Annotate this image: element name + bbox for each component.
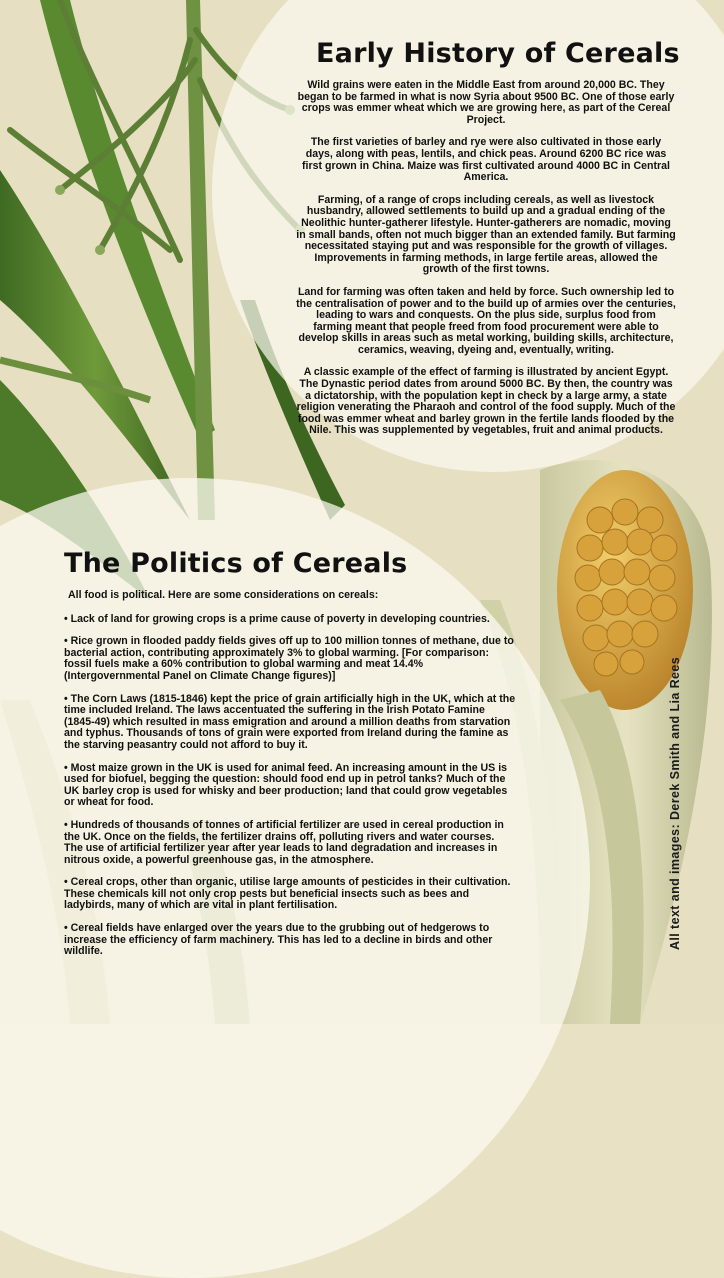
politics-title: The Politics of Cereals — [64, 548, 408, 579]
politics-intro: All food is political. Here are some considerations on cereals: — [68, 589, 379, 601]
politics-bullet: • Cereal crops, other than organic, utilise large amounts of pesticides in their cultivation. These chemicals kill not only crop pests but beneficial insects such as bees and ladybirds, many of which are vital in plant fertilisation. — [64, 876, 511, 912]
early-history-paragraph: Wild grains were eaten in the Middle East from around 20,000 BC. They began to be farmed in what is now Syria about 9500 BC. One of those early crops was emmer wheat which we are growing here, as part of the Cereal Project. — [297, 79, 675, 126]
early-history-paragraph: Farming, of a range of crops including cereals, as well as livestock husbandry, allowed settlements to build up and a gradual ending of the Neolithic hunter-gatherer lifestyle. Hunter-gatherers are nomadic, moving in small bands, often not much bigger than an extended family. But farming necessitated staying put and was responsible for the growth of villages. Improvements in farming methods, in large fertile areas, allowed the growth of the first towns. — [296, 193, 676, 276]
early-history-title: Early History of Cereals — [316, 38, 680, 69]
politics-bullet: • Cereal fields have enlarged over the years due to the grubbing out of hedgerows to increase the efficiency of farm machinery. This has led to a decline in birds and other wildlife. — [64, 922, 493, 958]
early-history-paragraph: A classic example of the effect of farming is illustrated by ancient Egypt. The Dynastic period dates from around 5000 BC. By then, the country was a dictatorship, with the population kept in check by a large army, a state religion venerating the Pharaoh and control of the food supply. Much of the food was emmer wheat and barley grown in the fertile lands flooded by the Nile. This was supplemented by vegetables, fruit and animal products. — [296, 366, 676, 437]
politics-bullet: • Hundreds of thousands of tonnes of artificial fertilizer are used in cereal production in the UK. Once on the fields, the fertilizer drains off, polluting rivers and water courses. The use of artificial fertilizer year after year leads to land degradation and increases in nitrous oxide, a powerful greenhouse gas, in the atmosphere. — [64, 818, 504, 866]
politics-bullet: • Lack of land for growing crops is a prime cause of poverty in developing countries. — [64, 612, 490, 625]
early-history-body — [296, 80, 676, 448]
politics-bullet: • Rice grown in flooded paddy fields gives off up to 100 million tonnes of methane, due to bacterial action, contributing approximately 3% to global warming. [For comparison: fossil fuels make a 60% contribution to global warming and meat 14.4% (Intergovernmental Panel on Climate Change figures)] — [64, 635, 514, 682]
politics-bullet: • Most maize grown in the UK is used for animal feed. An increasing amount in the US is used for biofuel, begging the question: should food end up in petrol tanks? Much of the UK barley crop is used for whisky and beer production; land that could grow vegetables or wheat for food. — [64, 761, 508, 809]
early-history-paragraph: Land for farming was often taken and held by force. Such ownership led to the centralisation of power and to the build up of armies over the centuries, leading to wars and conquests. On the plus side, surplus food from farming meant that people freed from food procurement were able to develop skills in areas such as metal working, building skills, architecture, ceramics, weaving, dyeing and, eventually, writing. — [296, 285, 676, 356]
politics-body — [64, 590, 516, 969]
early-history-paragraph: The first varieties of barley and rye were also cultivated in those early days, along with peas, lentils, and chick peas. Around 6200 BC rice was first grown in China. Maize was first cultivated around 4000 BC in Central America. — [302, 136, 670, 184]
politics-bullet: • The Corn Laws (1815-1846) kept the price of grain artificially high in the UK, which at the time included Ireland. The laws accentuated the suffering in the Irish Potato Famine (1845-49) which resulted in mass emigration and around a million deaths from starvation and typhus. Thousands of tons of grain were exported from Ireland during the famine as the starving peasantry could not afford to buy it. — [64, 692, 516, 751]
credit-text: All text and images: Derek Smith and Lia Rees — [668, 656, 682, 950]
